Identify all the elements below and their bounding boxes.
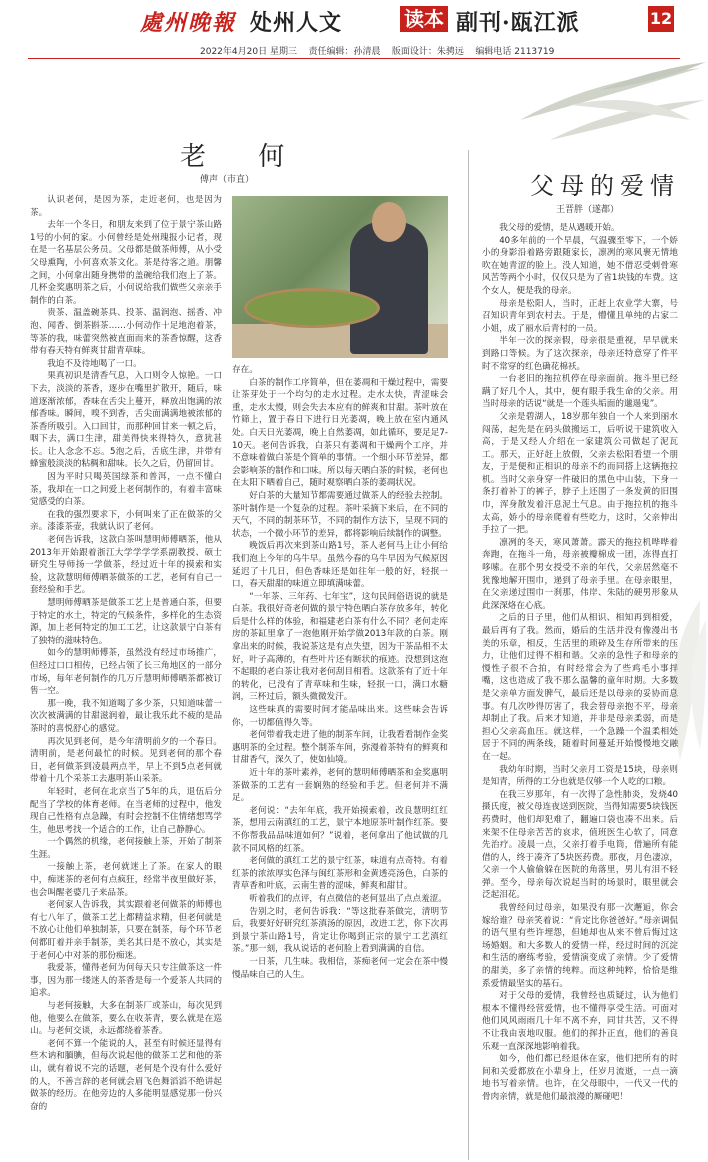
paragraph: 老何告诉我，这款白茶叫慧明师傅晒茶，他从2013年开始跟着浙江大学学学学系副教授、硕士研究生导师扬一学做茶，经过近十年的摸索和实验，这款慧明师傅晒茶做茶的工艺，老何有自己一套经验和手艺。 [30,535,222,596]
paragraph: 慧明师傅晒茶是做茶工艺上是普通白茶，但要于特定的水土，特定的气候条件，多样化的生态资源，加上老何特定的加工工艺，让这款景宁白茶有了独特的滋味特色。 [30,598,222,646]
paragraph: 我曾经问过母亲，如果没有那一次邂逅，你会嫁给谁？母亲笑着说：“肯定比你爸爸好。”母亲调侃的语气里有些许埋怨，但她却也从来不曾后悔过这场婚姻。和大多数人的爱情一样，经过时间的沉淀和生活的磨练考验，爱情演变成了亲情。少了爱情的甜美，多了亲情的纯粹。而这种纯粹，恰恰是维系爱情最坚实的基石。 [482,903,678,989]
paragraph: 年轻时，老何在北京当了5年的兵，退伍后分配当了学校的体育老师。在当老师的过程中，他发现自己性格有点急躁，有时会控制不住情绪想骂学生，他思考找一个适合的工作，让自己静静心。 [30,786,222,835]
photo-tea-tray [244,288,380,328]
paragraph: 一台老旧的拖拉机停在母亲面前。拖斗里已经蹒了好几个人，其中，便有眼手我生命的父亲。用当时母亲的话说“就是一个莲头垢面的邋遢鬼”。 [482,374,678,410]
paragraph: 我迫不及待地喝了一口。 [47,358,142,369]
article-title: 老 何 [180,142,307,172]
paragraph: 白茶的制作工序简单，但在萎凋和干燥过程中，需要让茶芽处于一个均匀的走水过程。走水太快，青涩味会重，走水太慢，则会失去本应有的鲜爽和甘甜。茶叶放在竹筛上，置于春日下进行日光萎凋，晚上放在室内通风处。白天日光萎凋，晚上自然萎凋，如此循环，要足足7-10天。老何告诉我，白茶只有萎凋和干燥两个工序，并不意味着做白茶是个简单的事情。一个细小环节差异，都会影响茶的制作和口味。所以每天晒白茶的时候，老何也在太阳下晒着自己，随时观察晒白茶的萎凋状况。 [232,377,448,489]
paragraph: 一日茶，几生味。我相信，茶痴老何一定会在茶中慢慢品味自己的人生。 [232,956,448,980]
paragraph: 贵茶、温盖碗茶具、投茶、温润泡、摇香、冲泡、闻香、倒茶斟茶……小何动作十足地泡着茶，等茶的我，味蕾突然被直面而来的茶香惊醒，这香带有春天特有鲜爽甘甜青草味。 [30,308,222,357]
tea-maker-photo [232,196,448,358]
paragraph: 我父母的爱情，是从遇暖开始。 [499,223,620,233]
paragraph: 我幼年时期，当时父亲月工资是15块，母亲则是知青，所得的工分也就是仅够一个人吃的口粮。 [482,764,678,788]
paragraph: 认识老何，是因为茶，走近老何，也是因为茶。 [30,195,222,218]
article-body-col1 [30,194,222,1156]
paragraph: 去年一个冬日，和朋友来到了位于景宁茶山路1号的小何的家。小何曾经是处州瑰报小记者，现在是一名基层公务员。父母都是做茶师傅，从小受父母熏陶，小何喜欢茶文化。茶是待客之道。朋馨之间，小何拿出随身携带的盖碗给我们泡上了茶。几杯金奖惠明茶之后，小何说给我们做些父亲亲手制作的白茶。 [30,220,222,306]
section-name: 副刊·瓯江派 [456,10,580,36]
paragraph: 晚饭后再次来到茶山路1号，茶人老何马上让小何给我们泡上今年的乌牛早。虽然今春的乌牛早因为气候原因延迟了十几日，但色香味还是如往年一般的好，轻抿一口，春天甜甜的味道立即填满味蕾。 [232,541,448,590]
column-name: 处州人文 [250,10,343,36]
paragraph: “一年茶、三年药、七年宝”，这句民间俗语说的就是白茶。我很好奇老何做的景宁特色晒白茶存放多年，转化后是什么样的体验，和福建老白茶有什么不同？老何走库房的茶缸里拿了一泡他刚开始学做2013年款的白茶。刚拿出来的时候，我说茶这是有点失望，因为干茶品相不太好，叶子高薄的，有些叶片还有断状的痕迹。没想到这泡不起眼的老白茶让我对老何刮目相看。这款茶有了近十年的转化，已没有了青草味和生味，轻抿一口，满口水糖润，三杯过后，额头微微发汗。 [232,591,448,703]
paragraph: 老何不算一个能说的人，甚至有时候还显得有些木讷和腼腆，但每次说起他的做茶工艺和他的茶山，就有着说不完的话题，老何是个没有什么爱好的人，不善言辞的老何就会眉飞色舞滔滔不绝讲起做茶的经历。在他旁边的人多能明显感觉那一份兴奋的 [30,1038,222,1112]
paragraph: 父亲是碧湖人，18岁那年独自一个人来到丽水闯荡，起先是在码头做搬运工，后听说干建筑收入高，于是又经人介绍在一家建筑公司做起了泥瓦工。那天，正好赶上放假，父亲去松阳看望一个朋友，于是便和正相识的母亲不约而同搭上这辆拖拉机。当时父亲身穿一件破旧的黑色中山装，下身一条打着补丁的裤子，脖子上还围了一条发黄的旧围巾，浑身散发着汗息泥土气息。由于拖拉机的拖斗太高，娇小的母亲爬着有些吃力，这时，父亲伸出手拉了一把。 [482,411,678,536]
paragraph: 那一晚，我不知道喝了多少茶，只知道味蕾一次次被满满的甘甜滋润着，最让我乐此不疲的是品茶时的喜悦舒心的感觉。 [30,698,222,734]
paragraph: 听着我们的点评，有点微信的老何显出了点点羞涩。 [249,893,447,904]
column-divider [468,150,469,1160]
paragraph: 半年一次的探亲假，母亲很是重视，早早就来到路口等候。为了这次探亲，母亲还特意穿了件平时不常穿的红色确花棉袄。 [482,336,678,372]
issue-weekday: 星期三 [269,47,297,57]
paragraph: 再次见到老何，是今年清明前夕的一个春日。清明前，是老何最忙的时候。见到老何的那个春日，老何做茶到凌晨两点半，早上不到5点老何就带着十几个采茶工去惠明茶山采茶。 [30,736,222,785]
editor-credit: 责任编辑：孙清晨 [308,47,381,57]
article-author-2: 王晋胖（遂都） [556,205,620,215]
paragraph: 果真初识是清香气息，入口则令人惊艳。一口下去，淡淡的茶香，逐步在嘴里扩散开，随后，味道逐渐浓郁，香味在舌尖上蔓开，释放出饱满的浓郁香味。瞬间，嗅不到香，舌尖面满满地被浓郁的茶香所吸引。入口回甘，而那种回甘来一顿之后，咽下去，满口生津，甜美得快来得特久，意犹甚长。让人念念不忘。5泡之后，舌底生津，并带有蜂蜜般淡淡的粘稠和甜味。长久之后，仍留回甘。 [30,371,222,470]
paragraph: 凛冽的冬天，寒风萧萧。霹天的拖拉机哗哗着奔跑，在拖斗一角，母亲被瓣棉成一团，冻得直打哆嗦。在那个男女授受不亲的年代，父亲居然毫不犹豫地解开围巾，递到了母亲手里。在母亲眼里，在父亲递过围巾一刹那，伟岸、朱陆的硬男形象从此深深烙在心底。 [482,537,678,611]
article-body-col2 [232,364,448,1156]
paragraph: 老何说：“去年年底，我开始摸索着，改良慧明红红茶，想用云南滇红的工艺，景宁本地原茶叶制作红茶。要不你帮我品品味道如何？”说着，老何拿出了他试做的几款不同风格的红茶。 [232,805,448,854]
paragraph: 之后的日子里，他们从相识、相知再到相爱，最后再有了我。然而，婚后的生活并没有像漫出书美的乐章，相反，生活里的琐碎及生存所带来的压力，让他们过得不相和谐。父亲的急性子和母亲的慢性子很不合拍，有时经常会为了些鸡毛小事拌嘴，这也造成了我不那么温馨的童年时期。大多数是父亲单方面发脾气，最后还是以母亲的妥协而息事。有几次吵得厉害了，我会替母亲抱不平，母亲却制止了我。后来才知道，并非是母亲柔弱，而是担心父亲高血压。就这样，一个急躁一个温柔相处居于不同的两条线，随着时间蔓延开始慢慢地交融在一起。 [482,613,678,762]
designer-credit: 版面设计：朱骋远 [391,47,464,57]
issue-date: 2022年4月20日 [200,47,268,57]
paragraph: 这些味真的需要时间才能品味出来。这些味会告诉你，一切都值得久等。 [232,705,448,728]
header-rule [28,58,680,59]
paragraph: 老何做的滇红工艺的景宁红茶，味道有点奇特。有着红茶的浓浓厚实色泽与闽红茶形和金黄透亮汤色，白茶的青草香和叶底，云南生普的涩味，鲜爽和甜甘。 [232,856,448,892]
paragraph: 40多年前的一个早晨，气温骤至零下，一个娇小的身影沿着路旁跟随家长，凛冽的寒风裹无情地吹在她青涩的脸上。没人知道，她不借忍受刺骨寒风苦等两个小时，仅仅只是为了省1块钱的车费。这个女人，便是我的母亲。 [482,235,678,296]
article-author: 傅声（市直） [200,175,255,185]
paragraph: 如今，他们都已经退休在家，他们把所有的时间和关爱都放在小辈身上，任岁月流逝，一点一滴地书写着亲情。也许，在父母眼中，一代又一代的骨肉亲情，就是他们最浪漫的厮碰吧！ [482,1054,678,1102]
paragraph: 如今的慧明师傅茶，虽然没有经过市场推广，但经过口口相传，已经占领了长三角地区的一部分市场，每年老何制作的几万斤慧明师傅晒茶都被订售一空。 [30,648,222,697]
paragraph: 存在。 [232,365,258,375]
article2-body [482,222,678,1156]
bamboo-leaves-decoration [500,60,708,150]
paragraph: 好白茶的大量知节都需要通过做茶人的经验去控制。茶叶制作是一个复杂的过程。茶叶采摘下来后，在不同的天气，不同的制茶环节，不同的制作方法下，呈现不同的状态，一个微小环节的差异，都将影响后续制作的调整。 [232,490,448,539]
column-badge: 读本 [400,6,448,32]
editor-phone: 编辑电话 2113719 [475,47,555,57]
paragraph: 对于父母的爱情，我曾经也质疑过，认为他们根本不懂得经营爱情，也不懂得享受生活。可面对他们风风雨雨几十年不离不弃，同甘共苦，又不得不让我由衷地叹服。他们的挥扑正直，他们的善良乐观一直深深地影响着我。 [482,991,678,1052]
paragraph: 在我三岁那年，有一次得了急性肺炎，发烧40摄氏度，被父母连夜送到医院，当得知需要5块钱医药费时，他们却犯难了，翻遍口袋也凑不出来。后来架不住母亲苦苦的哀求，值班医生心软了，同意先治疗。凌晨一点，父亲打着手电筒，借遍所有能借的人，终于凑齐了5块医药费。那夜，月色凄凉，父亲一个人偷偷躲在医院的角落里，男儿有泪不轻弹。至今，母亲每次说起当时的场景时，眼里就会泛起泪花。 [482,789,678,901]
page-number-badge: 12 [648,6,674,32]
paragraph: 老何家人告诉我，其实跟着老何做茶的师傅也有七八年了，做茶工艺上都精益求精，但老何就是不放心让他们单独制茶，只要在制茶，每个环节老何都盯着并亲手制茶，美名其曰是不放心，其实是于老何心中对茶的那份痴迷。 [30,900,222,961]
paragraph: 母亲是松阳人，当时，正赶上农业学大寨，号召知识青年到农村去。于是，懵懂且单纯的占家二小姐，成了丽水后青村的一员。 [482,298,678,334]
info-bar [200,44,554,57]
paragraph: 在我的强烈要求下，小何叫来了正在做茶的父亲。漆漆茶壶，我就认识了老何。 [30,509,222,533]
masthead [0,0,708,40]
paragraph: 告别之时，老何告诉我：“等这批春茶做完，清明节后，我要好好研究红茶滇汤的原因，改进工艺，你下次再到景宁茶山路1号，肯定让你喝到正宗的景宁工艺滇红茶。”那一刻，我从说话的老何脸上看到满满的自信。 [232,906,448,955]
article-title-2: 父母的爱情 [530,172,680,200]
paragraph: 我爱茶，懂得老何为何每天只专注做茶这一件事，因为那一缕迷人的茶香是每一个爱茶人共同的追求。 [30,963,222,999]
paragraph: 老何带着我走进了他的制茶车间，让我看看制作金奖惠明茶的全过程。整个制茶车间，弥漫着茶特有的鲜爽和甘甜香气，深久了，使如仙境。 [232,730,448,766]
paragraph: 一接触上茶，老何就迷上了茶。在家人的眼中，痴迷茶的老何有点疯狂，经常半夜里做好茶，也会叫醒老婆几子来品茶。 [30,862,222,898]
paper-name-logo: 處州晚報 [140,10,237,36]
paragraph: 与老何接触，大多在制茶厂或茶山，每次见到他，他要么在做茶，要么在收茶青，要么就是在巡山。与老何交谈，永远都绕着茶香。 [30,1001,222,1037]
paragraph: 因为平时只喝英国绿茶和普洱，一点不懂白茶，我却在一口之间爱上老何制作的，有着丰富味觉感受的白茶。 [30,472,222,508]
paragraph: 近十年的茶叶素养，老何的慧明师傅晒茶和金奖惠明茶做茶的工艺有一套娴熟的经验和手艺。但老何并不满足。 [232,768,448,804]
paragraph: 一个偶然的机缘，老何接触上茶，开始了制茶生涯。 [30,837,222,860]
photo-head [372,202,406,242]
